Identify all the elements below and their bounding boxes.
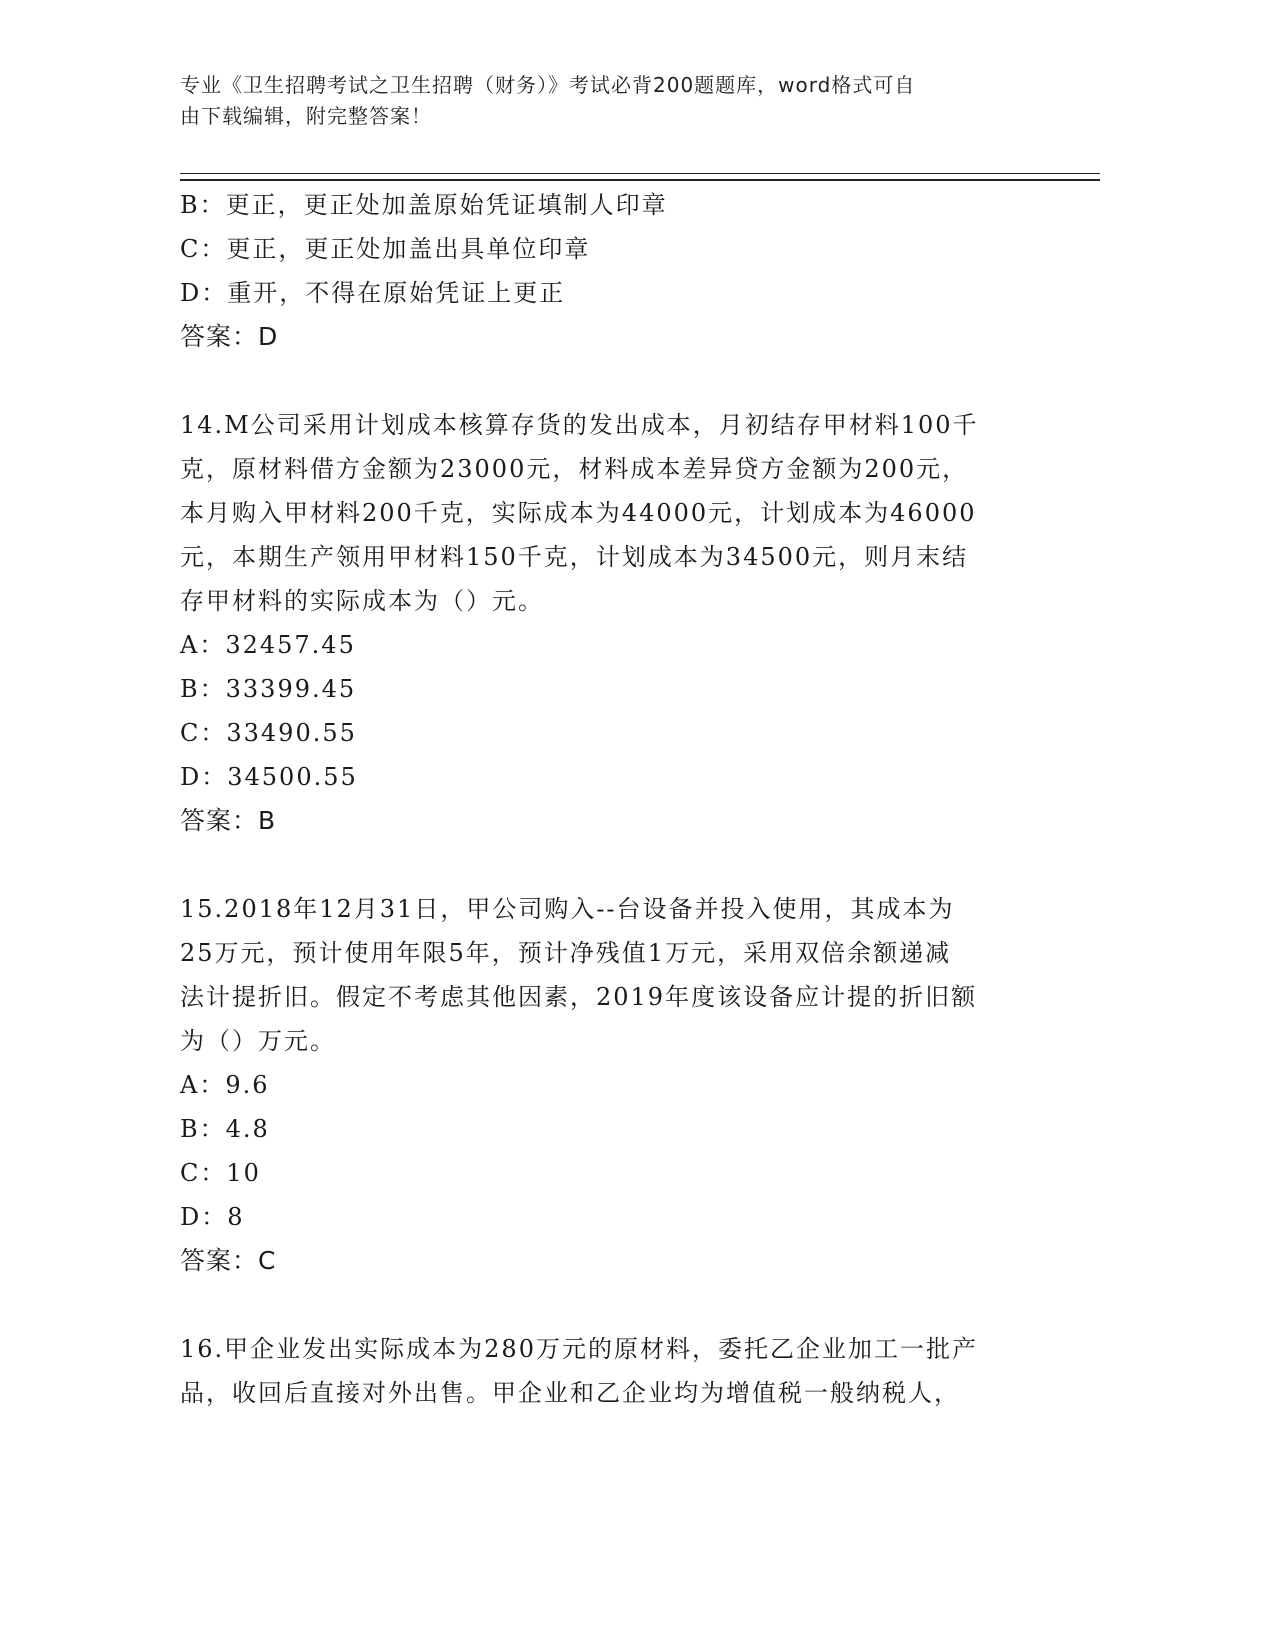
header-divider-thin <box>180 173 1100 174</box>
option-c: C：10 <box>180 1159 261 1187</box>
question-text-line: 元，本期生产领用甲材料150千克，计划成本为34500元，则月末结 <box>180 543 969 571</box>
option-b: B：更正，更正处加盖原始凭证填制人印章 <box>180 191 668 219</box>
question-15 <box>180 887 1040 1283</box>
header-divider-thick <box>180 179 1100 181</box>
answer: 答案：B <box>180 806 277 835</box>
question-text-line: 14.M公司采用计划成本核算存货的发出成本，月初结存甲材料100千 <box>180 411 979 439</box>
option-b: B：4.8 <box>180 1115 270 1143</box>
question-14 <box>180 403 1040 843</box>
option-d: D：重开，不得在原始凭证上更正 <box>180 279 566 307</box>
document-body <box>180 183 1040 1415</box>
question-text-line: 为（）万元。 <box>180 1027 336 1055</box>
question-text-line: 法计提折旧。假定不考虑其他因素，2019年度该设备应计提的折旧额 <box>180 983 978 1011</box>
header-line-1: 专业《卫生招聘考试之卫生招聘（财务）》考试必背200题题库，word格式可自 <box>180 73 916 97</box>
document-header <box>180 70 1040 132</box>
option-a: A：9.6 <box>180 1071 270 1099</box>
question-text-line: 16.甲企业发出实际成本为280万元的原材料，委托乙企业加工一批产 <box>180 1335 978 1363</box>
answer: 答案：C <box>180 1246 277 1275</box>
option-d: D：8 <box>180 1203 245 1231</box>
question-13-fragment <box>180 183 1040 359</box>
option-c: C：更正，更正处加盖出具单位印章 <box>180 235 591 263</box>
question-text-line: 存甲材料的实际成本为（）元。 <box>180 587 544 615</box>
question-text-line: 25万元，预计使用年限5年，预计净残值1万元，采用双倍余额递减 <box>180 939 952 967</box>
question-text-line: 15.2018年12月31日，甲公司购入--台设备并投入使用，其成本为 <box>180 895 955 923</box>
answer: 答案：D <box>180 322 279 351</box>
question-text-line: 克，原材料借方金额为23000元，材料成本差异贷方金额为200元， <box>180 455 969 483</box>
question-16 <box>180 1327 1040 1415</box>
option-c: C：33490.55 <box>180 719 357 747</box>
option-a: A：32457.45 <box>180 631 356 659</box>
question-text-line: 本月购入甲材料200千克，实际成本为44000元，计划成本为46000 <box>180 499 977 527</box>
header-line-2: 由下载编辑，附完整答案！ <box>180 104 432 128</box>
option-d: D：34500.55 <box>180 763 358 791</box>
question-text-line: 品，收回后直接对外出售。甲企业和乙企业均为增值税一般纳税人， <box>180 1379 960 1407</box>
option-b: B：33399.45 <box>180 675 357 703</box>
